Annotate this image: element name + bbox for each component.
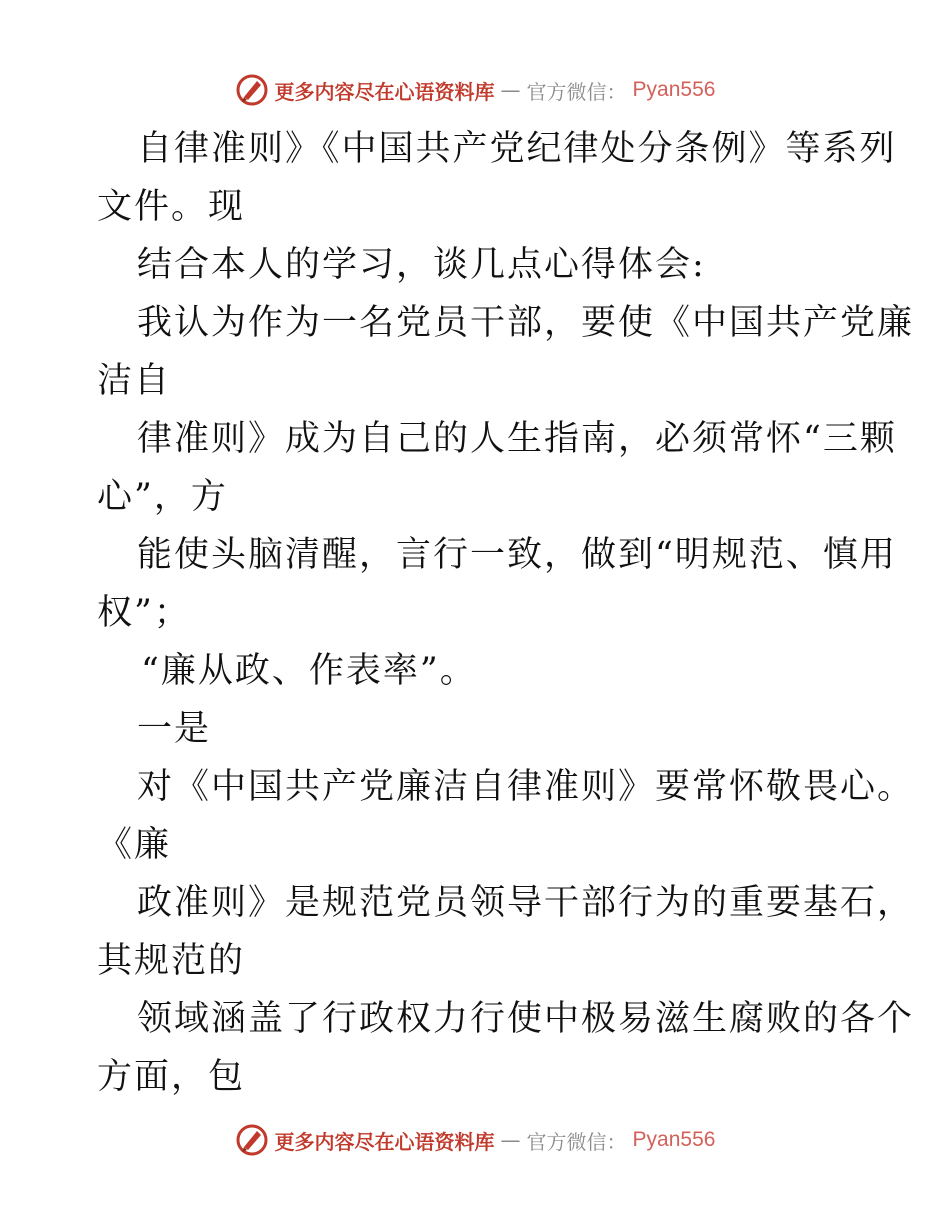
body-line: 文件。现 [97, 187, 246, 227]
body-line: 自律准则》《中国共产党纪律处分条例》等系列 [137, 129, 897, 169]
banner-separator: — [500, 1128, 521, 1152]
body-line: 对《中国共产党廉洁自律准则》要常怀敬畏心。 [137, 767, 915, 807]
banner-wechat-label: 官方微信： [526, 1129, 627, 1154]
document-body [97, 120, 915, 1106]
banner-separator: — [500, 78, 521, 102]
body-line: 我认为作为一名党员干部，要使《中国共产党廉 [137, 303, 915, 343]
body-line: 权”； [97, 593, 191, 633]
body-line: 能使头脑清醒，言行一致，做到“明规范、慎用 [137, 535, 897, 575]
body-line: “廉从政、作表率”。 [141, 651, 477, 691]
body-line: 一是 [137, 709, 212, 749]
banner-text: 更多内容尽在心语资料库 [274, 1129, 495, 1154]
body-line: 领域涵盖了行政权力行使中极易滋生腐败的各个 [137, 999, 915, 1039]
banner-wechat-id: Pyan556 [632, 78, 716, 101]
header-banner [0, 70, 950, 110]
body-line: 方面，包 [97, 1057, 246, 1097]
pen-nib-logo-icon [235, 1123, 269, 1157]
banner-text: 更多内容尽在心语资料库 [274, 79, 495, 104]
pen-nib-logo-icon [235, 73, 269, 107]
body-line: 结合本人的学习，谈几点心得体会: [137, 245, 706, 285]
banner-wechat-id: Pyan556 [632, 1128, 716, 1151]
body-line: 心”，方 [97, 477, 228, 517]
body-line: 《廉 [97, 825, 172, 865]
body-line: 律准则》成为自己的人生指南，必须常怀“三颗 [137, 419, 897, 459]
banner-wechat-label: 官方微信： [526, 79, 627, 104]
footer-banner [0, 1120, 950, 1160]
body-line: 政准则》是规范党员领导干部行为的重要基石， [137, 883, 915, 923]
body-line: 其规范的 [97, 941, 246, 981]
body-line: 洁自 [97, 361, 172, 401]
